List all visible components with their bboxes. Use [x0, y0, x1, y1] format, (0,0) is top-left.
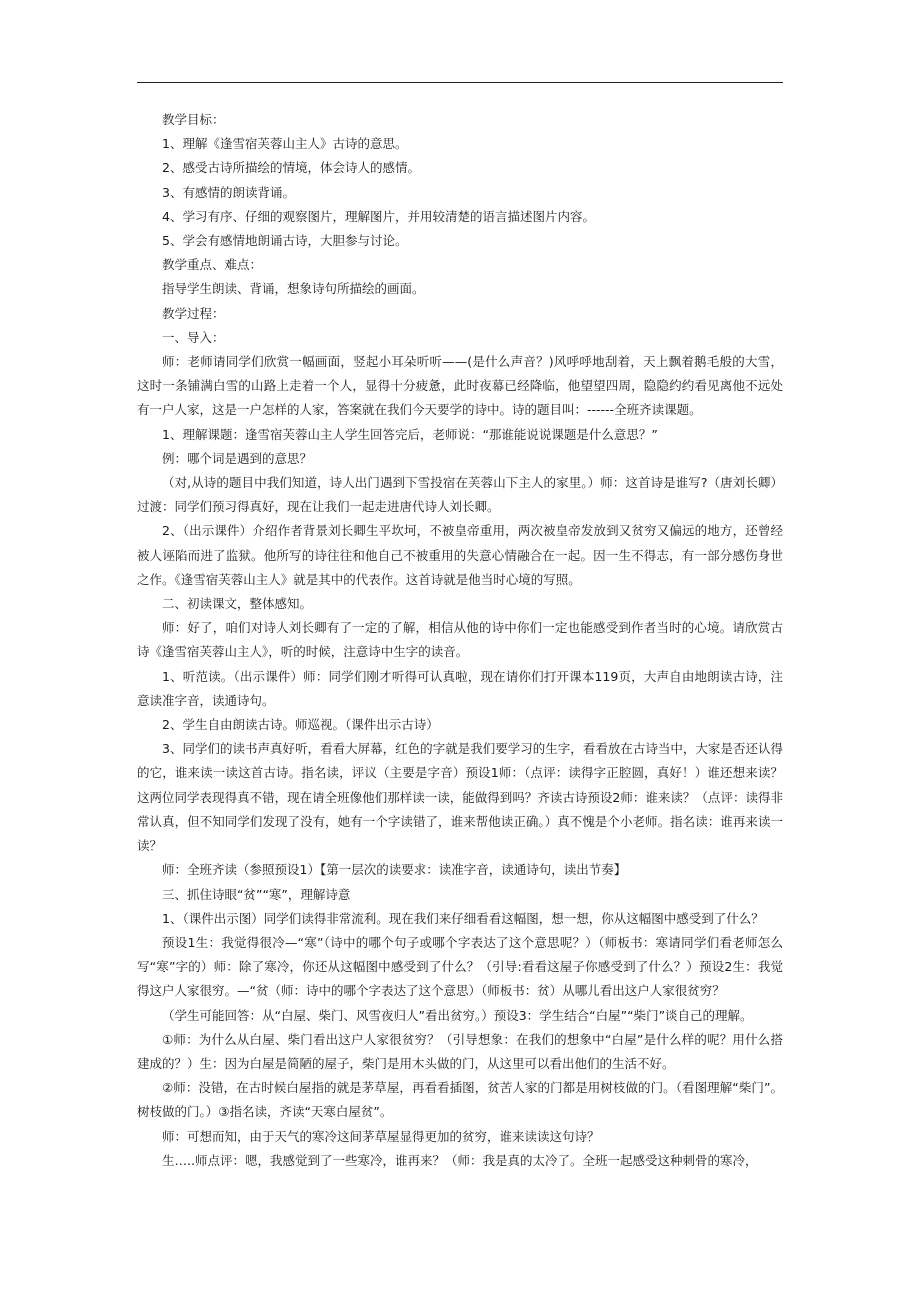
header-rule: [137, 82, 783, 83]
goal-item: 2、感受古诗所描绘的情境，体会诗人的感情。: [162, 160, 420, 176]
heading-process: 教学过程：: [162, 305, 225, 321]
body-paragraph: 师：老师请同学们欣赏一幅画面，竖起小耳朵听听——(是什么声音？)风呼呼地刮着，天上飘着鹅毛般的大雪，这时一条铺满白雪的山路上走着一个人，显得十分疲惫，此时夜幕已经降临，他望望四周，隐隐约约看见离他不远处有一户人家，这是一户怎样的人家，答案就在我们今天要学的诗中。诗的题目叫：------全班齐读课题。: [137, 354, 783, 418]
body-paragraph: （学生可能回答：从“白屋、柴门、风雪夜归人”看出贫穷。）预设3：学生结合“白屋”“柴门”谈自己的理解。: [162, 1007, 753, 1023]
body-paragraph: 1、听范读。（出示课件）师：同学们刚才听得可认真啦，现在请你们打开课本119页，大声自由地朗读古诗，注意读准字音，读通诗句。: [137, 668, 783, 708]
body-paragraph: 3、同学们的读书声真好听，看看大屏幕，红色的字就是我们要学习的生字，看看放在古诗当中，大家是否还认得的它，谁来读一读这首古诗。指名读，评议（主要是字音）预设1师：（点评：读得字正腔圆，真好！）谁还想来读？这两位同学表现得真不错，现在请全班像他们那样读一读，能做得到吗？齐读古诗预设2师：谁来读？（点评：读得非常认真，但不知同学们发现了没有，她有一个字读错了，谁来帮他读正确。）真不愧是个小老师。指名读：谁再来读一读？: [137, 741, 783, 854]
body-paragraph: 1、（课件出示图）同学们读得非常流利。现在我们来仔细看看这幅图，想一想，你从这幅图中感受到了什么？: [162, 910, 764, 926]
body-paragraph: 师：可想而知，由于天气的寒冷这间茅草屋显得更加的贫穷，谁来读读这句诗？: [162, 1128, 600, 1144]
key-points-text: 指导学生朗读、背诵，想象诗句所描绘的画面。: [162, 281, 425, 297]
body-paragraph: 1、理解课题：逢雪宿芙蓉山主人学生回答完后，老师说：“那谁能说说课题是什么意思？”: [162, 426, 658, 442]
body-paragraph: ①师：为什么从白屋、柴门看出这户人家很贫穷？（引导想象：在我们的想象中“白屋”是什么样的呢？用什么搭建成的？）生：因为白屋是简陋的屋子，柴门是用木头做的门，从这里可以看出他们的生活不好。: [137, 1031, 783, 1071]
body-paragraph: 2、（出示课件）介绍作者背景刘长卿生平坎坷，不被皇帝重用，两次被皇帝发放到又贫穷又偏远的地方，还曾经被人诬陷而进了监狱。他所写的诗往往和他自己不被重用的失意心情融合在一起。因一生不得志，有一部分感伤身世之作。《逢雪宿芙蓉山主人》就是其中的代表作。这首诗就是他当时心境的写照。: [137, 523, 783, 587]
goal-item: 1、理解《逢雪宿芙蓉山主人》古诗的意思。: [162, 136, 408, 152]
section-heading: 一、导入：: [162, 329, 225, 345]
goal-item: 5、学会有感情地朗诵古诗，大胆参与讨论。: [162, 233, 408, 249]
body-paragraph: 2、学生自由朗读古诗。师巡视。（课件出示古诗）: [162, 717, 439, 733]
body-paragraph: ②师：没错，在古时候白屋指的就是茅草屋，再看看插图，贫苦人家的门都是用树枝做的门。（看图理解“柴门”。树枝做的门。）③指名读，齐读“天寒白屋贫”。: [137, 1080, 783, 1120]
body-paragraph: 师：全班齐读（参照预设1）【第一层次的读要求：读准字音，读通诗句，读出节奏】: [162, 862, 627, 878]
section-heading: 三、抓住诗眼“贫”“寒”，理解诗意: [162, 886, 351, 902]
section-heading: 二、初读课文，整体感知。: [162, 596, 313, 612]
goal-item: 3、有感情的朗读背诵。: [162, 184, 295, 200]
heading-key-points: 教学重点、难点：: [162, 257, 263, 273]
document-body: [137, 108, 783, 1173]
body-paragraph: （对,从诗的题目中我们知道，诗人出门遇到下雪投宿在芙蓉山下主人的家里。）师：这首诗是谁写?（唐刘长卿）过渡：同学们预习得真好，现在让我们一起走进唐代诗人刘长卿。: [137, 475, 783, 515]
body-paragraph: 预设1生：我觉得很冷—“寒”（诗中的哪个句子或哪个字表达了这个意思呢？）（师板书：寒请同学们看老师怎么写“寒”字的）师：除了寒冷，你还从这幅图中感受到了什么？（引导:看看这屋子你感受到了什么？）预设2生：我觉得这户人家很穷。—“贫（师：诗中的哪个字表达了这个意思）（师板书：贫）从哪儿看出这户人家很贫穷？: [137, 934, 783, 999]
goal-item: 4、学习有序、仔细的观察图片，理解图片，并用较清楚的语言描述图片内容。: [162, 208, 595, 224]
body-paragraph: 生…..师点评：嗯，我感觉到了一些寒冷，谁再来？（师：我是真的太冷了。全班一起感受这种刺骨的寒冷，: [162, 1152, 758, 1168]
body-paragraph: 例：哪个词是遇到的意思？: [162, 450, 313, 466]
body-paragraph: 师：好了，咱们对诗人刘长卿有了一定的了解，相信从他的诗中你们一定也能感受到作者当时的心境。请欣赏古诗《逢雪宿芙蓉山主人》，听的时候，注意诗中生字的读音。: [137, 620, 783, 660]
heading-goals: 教学目标：: [162, 112, 225, 127]
